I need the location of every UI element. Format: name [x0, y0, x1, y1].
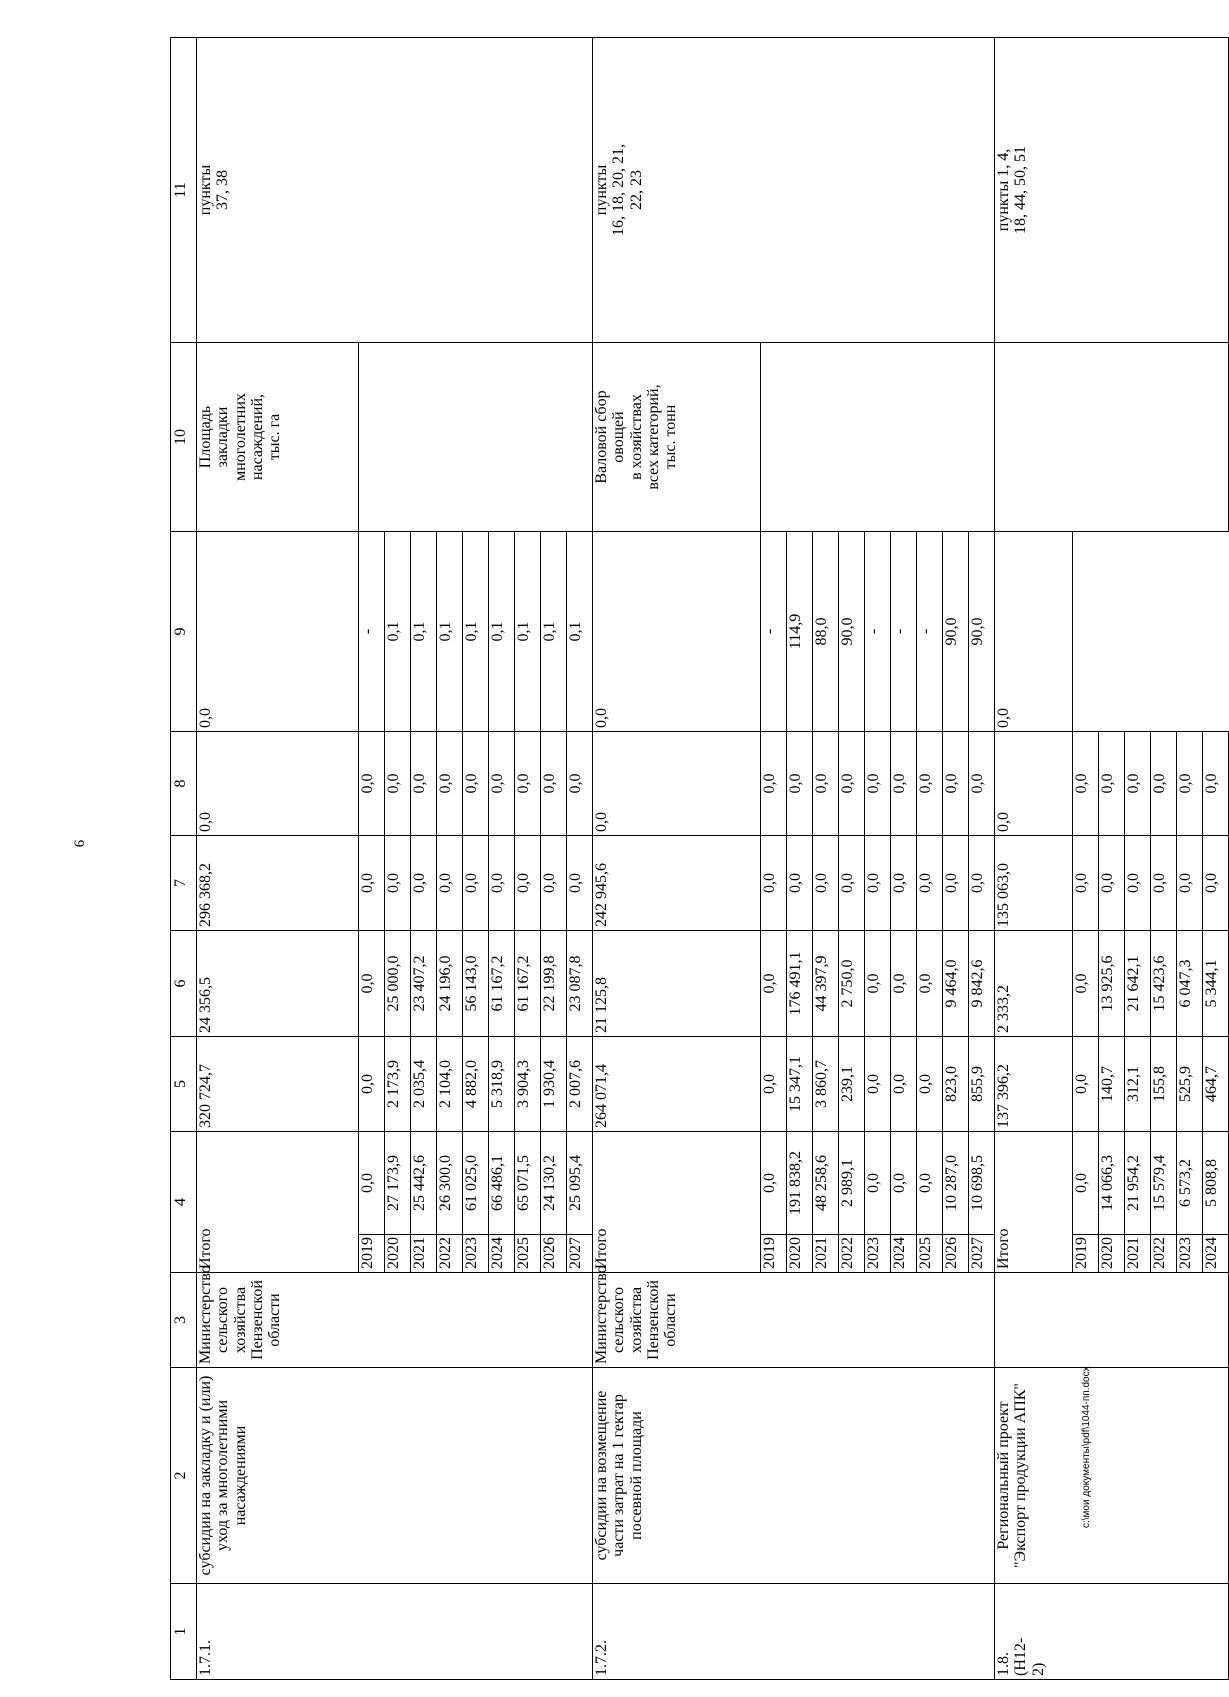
value-c5: 26 300,0	[437, 1132, 463, 1235]
value-c5: 2 989,1	[839, 1132, 865, 1235]
indicator-value: 0,1	[515, 532, 541, 732]
year-cell: 2022	[1151, 1235, 1177, 1273]
value-c9: 0,0	[359, 732, 385, 836]
value-c6: 823,0	[943, 1037, 969, 1132]
total-c9: 0,0	[593, 532, 761, 732]
value-c8: 0,0	[1203, 836, 1229, 931]
value-c5: 0,0	[1073, 1132, 1099, 1235]
total-c6: 21 125,8	[593, 931, 761, 1037]
year-cell: 2022	[839, 1235, 865, 1273]
total-label: Итого	[197, 1132, 359, 1273]
year-cell: 2019	[359, 1235, 385, 1273]
value-c6: 15 347,1	[787, 1037, 813, 1132]
value-c6: 4 882,0	[463, 1037, 489, 1132]
value-c6: 1 930,4	[541, 1037, 567, 1132]
value-c7: 0,0	[761, 931, 787, 1037]
value-c7: 25 000,0	[385, 931, 411, 1037]
value-c7: 61 167,2	[515, 931, 541, 1037]
year-cell: 2020	[787, 1235, 813, 1273]
indicator-value: -	[359, 532, 385, 732]
year-cell: 2021	[411, 1235, 437, 1273]
block-total-row	[197, 38, 359, 1680]
value-c8: 0,0	[411, 836, 437, 931]
year-cell: 2019	[761, 1235, 787, 1273]
indicator-value: 0,1	[463, 532, 489, 732]
value-c9: 0,0	[1151, 732, 1177, 836]
value-c6: 2 173,9	[385, 1037, 411, 1132]
total-c9: 0,0	[197, 532, 359, 732]
year-cell: 2025	[515, 1235, 541, 1273]
header-cell: 5	[171, 1037, 197, 1132]
value-c7: 9 842,6	[969, 931, 995, 1037]
value-c8: 0,0	[385, 836, 411, 931]
value-c6: 0,0	[865, 1037, 891, 1132]
value-c7: 0,0	[865, 931, 891, 1037]
executor	[995, 1273, 1229, 1368]
value-c8: 0,0	[489, 836, 515, 931]
table-body	[171, 38, 1229, 1680]
value-c6: 0,0	[891, 1037, 917, 1132]
value-c8: 0,0	[567, 836, 593, 931]
value-c7: 23 407,2	[411, 931, 437, 1037]
year-cell: 2023	[1177, 1235, 1203, 1273]
reference-points: пункты 16, 18, 20, 21, 22, 23	[593, 38, 995, 343]
value-c6: 0,0	[917, 1037, 943, 1132]
value-c5: 15 579,4	[1151, 1132, 1177, 1235]
value-c9: 0,0	[813, 732, 839, 836]
value-c9: 0,0	[567, 732, 593, 836]
item-number: 1.8. (Н12- 2)	[995, 1584, 1229, 1680]
value-c9: 0,0	[385, 732, 411, 836]
value-c8: 0,0	[1099, 836, 1125, 931]
value-c9: 0,0	[943, 732, 969, 836]
value-c6: 855,9	[969, 1037, 995, 1132]
value-c8: 0,0	[1151, 836, 1177, 931]
executor: Министерство сельского хозяйства Пензенской области	[197, 1273, 593, 1368]
value-c9: 0,0	[541, 732, 567, 836]
value-c6: 155,8	[1151, 1037, 1177, 1132]
total-c5: 264 071,4	[593, 1037, 761, 1132]
value-c6: 5 318,9	[489, 1037, 515, 1132]
value-c6: 464,7	[1203, 1037, 1229, 1132]
total-label: Итого	[593, 1132, 761, 1273]
value-c7: 9 464,0	[943, 931, 969, 1037]
value-c8: 0,0	[463, 836, 489, 931]
value-c5: 0,0	[359, 1132, 385, 1235]
item-number: 1.7.1.	[197, 1584, 593, 1680]
value-c7: 176 491,1	[787, 931, 813, 1037]
value-c5: 48 258,6	[813, 1132, 839, 1235]
total-c8: 0,0	[593, 732, 761, 836]
indicator-value: -	[865, 532, 891, 732]
total-c7: 135 063,0	[995, 836, 1073, 931]
year-cell: 2026	[541, 1235, 567, 1273]
value-c9: 0,0	[865, 732, 891, 836]
value-c8: 0,0	[943, 836, 969, 931]
value-c7: 0,0	[917, 931, 943, 1037]
total-c7: 242 945,6	[593, 836, 761, 931]
value-c5: 21 954,2	[1125, 1132, 1151, 1235]
value-c5: 65 071,5	[515, 1132, 541, 1235]
indicator-value: 0,1	[489, 532, 515, 732]
value-c9: 0,0	[515, 732, 541, 836]
value-c9: 0,0	[917, 732, 943, 836]
indicator-value: 90,0	[943, 532, 969, 732]
item-name: субсидии на закладку и (или) уход за многолетними насаждениями	[197, 1368, 593, 1584]
value-c8: 0,0	[969, 836, 995, 931]
value-c5: 0,0	[761, 1132, 787, 1235]
value-c9: 0,0	[839, 732, 865, 836]
value-c9: 0,0	[489, 732, 515, 836]
value-c9: 0,0	[437, 732, 463, 836]
value-c7: 22 199,8	[541, 931, 567, 1037]
value-c6: 2 035,4	[411, 1037, 437, 1132]
value-c5: 10 698,5	[969, 1132, 995, 1235]
total-c7: 296 368,2	[197, 836, 359, 931]
value-c7: 44 397,9	[813, 931, 839, 1037]
value-c7: 0,0	[359, 931, 385, 1037]
value-c7: 0,0	[1073, 931, 1099, 1037]
total-c9: 0,0	[995, 532, 1073, 732]
header-cell: 7	[171, 836, 197, 931]
value-c7: 5 344,1	[1203, 931, 1229, 1037]
indicator-value: 114,9	[787, 532, 813, 732]
value-c6: 2 007,6	[567, 1037, 593, 1132]
indicator-label: Валовой сбор овощей в хозяйствах всех категорий, тыс. тонн	[593, 343, 761, 532]
value-c8: 0,0	[359, 836, 385, 931]
value-c6: 140,7	[1099, 1037, 1125, 1132]
year-cell: 2021	[1125, 1235, 1151, 1273]
executor: Министерство сельского хозяйства Пензенской области	[593, 1273, 995, 1368]
indicator-values	[995, 343, 1229, 532]
header-cell: 1	[171, 1584, 197, 1680]
header-cell: 6	[171, 931, 197, 1037]
total-label: Итого	[995, 1132, 1073, 1273]
year-cell: 2024	[1203, 1235, 1229, 1273]
value-c9: 0,0	[411, 732, 437, 836]
year-cell: 2024	[489, 1235, 515, 1273]
value-c6: 239,1	[839, 1037, 865, 1132]
value-c9: 0,0	[787, 732, 813, 836]
year-cell: 2019	[1073, 1235, 1099, 1273]
value-c6: 312,1	[1125, 1037, 1151, 1132]
value-c7: 15 423,6	[1151, 931, 1177, 1037]
value-c7: 61 167,2	[489, 931, 515, 1037]
header-cell: 8	[171, 732, 197, 836]
value-c6: 3 904,3	[515, 1037, 541, 1132]
indicator-value: 0,1	[385, 532, 411, 732]
value-c9: 0,0	[1099, 732, 1125, 836]
value-c8: 0,0	[515, 836, 541, 931]
value-c9: 0,0	[891, 732, 917, 836]
header-cell: 2	[171, 1368, 197, 1584]
indicator-value: 90,0	[969, 532, 995, 732]
total-c6: 24 356,5	[197, 931, 359, 1037]
indicator-value: 88,0	[813, 532, 839, 732]
value-c5: 0,0	[917, 1132, 943, 1235]
value-c6: 0,0	[1073, 1037, 1099, 1132]
value-c8: 0,0	[813, 836, 839, 931]
value-c7: 24 196,0	[437, 931, 463, 1037]
header-cell: 3	[171, 1273, 197, 1368]
year-cell: 2026	[943, 1235, 969, 1273]
header-row	[171, 38, 197, 1680]
year-cell: 2020	[385, 1235, 411, 1273]
indicator-label: Площадь закладки многолетних насаждений, тыс. га	[197, 343, 359, 532]
year-cell: 2021	[813, 1235, 839, 1273]
header-cell: 11	[171, 38, 197, 343]
value-c9: 0,0	[463, 732, 489, 836]
value-c8: 0,0	[891, 836, 917, 931]
indicator-value: -	[761, 532, 787, 732]
header-cell: 10	[171, 343, 197, 532]
value-c7: 56 143,0	[463, 931, 489, 1037]
value-c5: 14 066,3	[1099, 1132, 1125, 1235]
value-c7: 0,0	[891, 931, 917, 1037]
value-c5: 5 808,8	[1203, 1132, 1229, 1235]
value-c6: 525,9	[1177, 1037, 1203, 1132]
value-c9: 0,0	[1177, 732, 1203, 836]
value-c5: 25 095,4	[567, 1132, 593, 1235]
value-c8: 0,0	[437, 836, 463, 931]
value-c9: 0,0	[1125, 732, 1151, 836]
value-c9: 0,0	[1203, 732, 1229, 836]
value-c5: 6 573,2	[1177, 1132, 1203, 1235]
indicator-stack	[995, 343, 1228, 531]
program-table	[170, 37, 1229, 1680]
year-cell: 2027	[969, 1235, 995, 1273]
year-cell: 2023	[865, 1235, 891, 1273]
total-c8: 0,0	[197, 732, 359, 836]
reference-points: пункты 37, 38	[197, 38, 593, 343]
value-c6: 2 104,0	[437, 1037, 463, 1132]
value-c7: 2 750,0	[839, 931, 865, 1037]
total-c5: 320 724,7	[197, 1037, 359, 1132]
value-c6: 0,0	[761, 1037, 787, 1132]
value-c8: 0,0	[1125, 836, 1151, 931]
indicator-value: 0,1	[541, 532, 567, 732]
rotated-table-container	[170, 38, 1220, 1680]
indicator-value: 0,1	[411, 532, 437, 732]
value-c9: 0,0	[761, 732, 787, 836]
value-c8: 0,0	[1177, 836, 1203, 931]
value-c7: 21 642,1	[1125, 931, 1151, 1037]
indicator-value: -	[917, 532, 943, 732]
block-total-row	[593, 38, 761, 1680]
item-name: Региональный проект "Экспорт продукции АПК"	[995, 1368, 1229, 1584]
value-c5: 191 838,2	[787, 1132, 813, 1235]
value-c7: 13 925,6	[1099, 931, 1125, 1037]
value-c5: 61 025,0	[463, 1132, 489, 1235]
reference-points: пункты 1, 4, 18, 44, 50, 51	[995, 38, 1229, 343]
value-c5: 24 130,2	[541, 1132, 567, 1235]
value-c9: 0,0	[1073, 732, 1099, 836]
item-name: субсидии на возмещение части затрат на 1 гектар посевной площади	[593, 1368, 995, 1584]
item-number: 1.7.2.	[593, 1584, 995, 1680]
header-cell: 4	[171, 1132, 197, 1273]
value-c8: 0,0	[917, 836, 943, 931]
value-c5: 66 486,1	[489, 1132, 515, 1235]
value-c5: 0,0	[891, 1132, 917, 1235]
indicator-value: 0,1	[567, 532, 593, 732]
page-number: 9	[70, 839, 87, 848]
total-c8: 0,0	[995, 732, 1073, 836]
value-c6: 3 860,7	[813, 1037, 839, 1132]
year-cell: 2022	[437, 1235, 463, 1273]
value-c8: 0,0	[541, 836, 567, 931]
value-c9: 0,0	[969, 732, 995, 836]
header-cell: 9	[171, 532, 197, 732]
value-c8: 0,0	[865, 836, 891, 931]
value-c8: 0,0	[761, 836, 787, 931]
indicator-value: -	[891, 532, 917, 732]
value-c5: 27 173,9	[385, 1132, 411, 1235]
year-cell: 2024	[891, 1235, 917, 1273]
value-c8: 0,0	[787, 836, 813, 931]
value-c6: 0,0	[359, 1037, 385, 1132]
value-c7: 23 087,8	[567, 931, 593, 1037]
value-c8: 0,0	[839, 836, 865, 931]
year-cell: 2020	[1099, 1235, 1125, 1273]
footer-file-path: c:\мои документы\pdf\1044-пп.docx	[1081, 1366, 1092, 1528]
total-c5: 137 396,2	[995, 1037, 1073, 1132]
block-total-row	[995, 38, 1073, 1680]
year-cell: 2023	[463, 1235, 489, 1273]
indicator-value: 90,0	[839, 532, 865, 732]
value-c5: 25 442,6	[411, 1132, 437, 1235]
value-c5: 10 287,0	[943, 1132, 969, 1235]
indicator-value: 0,1	[437, 532, 463, 732]
value-c7: 6 047,3	[1177, 931, 1203, 1037]
year-cell: 2027	[567, 1235, 593, 1273]
value-c8: 0,0	[1073, 836, 1099, 931]
total-c6: 2 333,2	[995, 931, 1073, 1037]
value-c5: 0,0	[865, 1132, 891, 1235]
year-cell: 2025	[917, 1235, 943, 1273]
